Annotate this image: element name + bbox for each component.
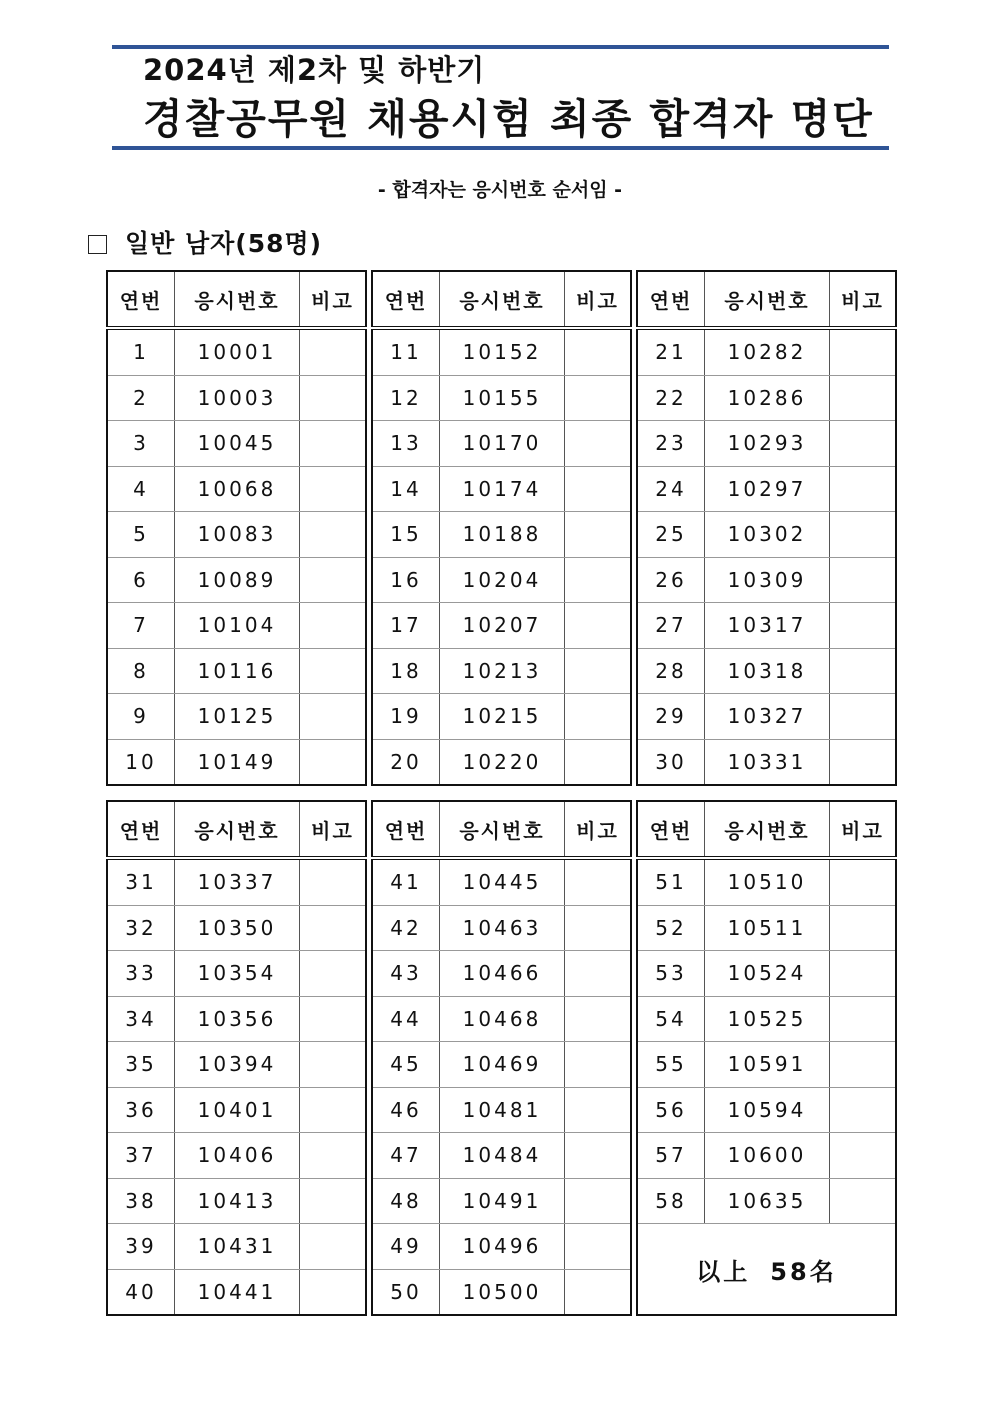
cell-remark bbox=[564, 421, 631, 467]
cell-exam-no: 10491 bbox=[440, 1178, 565, 1224]
cell-exam-no: 10215 bbox=[440, 694, 565, 740]
cell-remark bbox=[829, 951, 896, 997]
cell-exam-no: 10356 bbox=[175, 996, 300, 1042]
cell-seq: 35 bbox=[107, 1042, 175, 1088]
table-row bbox=[107, 694, 366, 740]
table-header-row bbox=[637, 271, 896, 328]
table-row bbox=[107, 858, 366, 905]
cell-seq: 54 bbox=[637, 996, 705, 1042]
cell-exam-no: 10594 bbox=[705, 1087, 830, 1133]
table-row bbox=[372, 648, 631, 694]
cell-exam-no: 10466 bbox=[440, 951, 565, 997]
cell-seq: 21 bbox=[637, 328, 705, 375]
cell-remark bbox=[564, 1224, 631, 1270]
cell-seq: 44 bbox=[372, 996, 440, 1042]
cell-exam-no: 10406 bbox=[175, 1133, 300, 1179]
table-row bbox=[107, 1087, 366, 1133]
table-row bbox=[637, 375, 896, 421]
cell-remark bbox=[564, 1269, 631, 1315]
cell-remark bbox=[299, 375, 366, 421]
cell-seq: 5 bbox=[107, 512, 175, 558]
table-header-row bbox=[637, 801, 896, 858]
cell-remark bbox=[564, 1178, 631, 1224]
table-row bbox=[107, 996, 366, 1042]
cell-exam-no: 10104 bbox=[175, 603, 300, 649]
cell-remark bbox=[564, 996, 631, 1042]
cell-exam-no: 10220 bbox=[440, 739, 565, 785]
cell-seq: 32 bbox=[107, 905, 175, 951]
cell-remark bbox=[299, 512, 366, 558]
cell-exam-no: 10524 bbox=[705, 951, 830, 997]
cell-exam-no: 10468 bbox=[440, 996, 565, 1042]
table-row bbox=[372, 1224, 631, 1270]
table-row bbox=[107, 603, 366, 649]
table-row bbox=[372, 996, 631, 1042]
header-remark: 비고 bbox=[564, 271, 631, 328]
cell-remark bbox=[829, 858, 896, 905]
cell-exam-no: 10600 bbox=[705, 1133, 830, 1179]
table-row bbox=[107, 375, 366, 421]
cell-exam-no: 10591 bbox=[705, 1042, 830, 1088]
cell-seq: 46 bbox=[372, 1087, 440, 1133]
table-row bbox=[637, 603, 896, 649]
cell-seq: 43 bbox=[372, 951, 440, 997]
cell-remark bbox=[564, 648, 631, 694]
table-row bbox=[107, 512, 366, 558]
cell-remark bbox=[564, 905, 631, 951]
table-row bbox=[107, 1224, 366, 1270]
cell-exam-no: 10327 bbox=[705, 694, 830, 740]
table-row-group-2 bbox=[106, 800, 897, 1316]
header-remark: 비고 bbox=[299, 271, 366, 328]
result-table-4 bbox=[106, 800, 367, 1316]
cell-remark bbox=[564, 1087, 631, 1133]
table-row bbox=[107, 1042, 366, 1088]
cell-exam-no: 10441 bbox=[175, 1269, 300, 1315]
cell-remark bbox=[299, 1178, 366, 1224]
cell-seq: 8 bbox=[107, 648, 175, 694]
table-row bbox=[107, 557, 366, 603]
title-bottom-rule bbox=[112, 146, 889, 150]
cell-remark bbox=[564, 603, 631, 649]
cell-seq: 25 bbox=[637, 512, 705, 558]
cell-remark bbox=[829, 1178, 896, 1224]
cell-seq: 23 bbox=[637, 421, 705, 467]
cell-exam-no: 10510 bbox=[705, 858, 830, 905]
table-row bbox=[637, 328, 896, 375]
table-row bbox=[637, 557, 896, 603]
cell-exam-no: 10125 bbox=[175, 694, 300, 740]
table-row bbox=[107, 739, 366, 785]
cell-remark bbox=[299, 694, 366, 740]
result-table-3 bbox=[636, 270, 897, 786]
cell-seq: 42 bbox=[372, 905, 440, 951]
cell-remark bbox=[564, 557, 631, 603]
table-row bbox=[372, 603, 631, 649]
table-row bbox=[372, 905, 631, 951]
cell-remark bbox=[564, 328, 631, 375]
cell-seq: 48 bbox=[372, 1178, 440, 1224]
header-exam-no: 응시번호 bbox=[175, 271, 300, 328]
cell-remark bbox=[299, 1224, 366, 1270]
table-row bbox=[107, 1133, 366, 1179]
cell-remark bbox=[829, 328, 896, 375]
cell-seq: 56 bbox=[637, 1087, 705, 1133]
page-title: 경찰공무원 채용시험 최종 합격자 명단 bbox=[143, 95, 874, 143]
cell-exam-no: 10525 bbox=[705, 996, 830, 1042]
table-row bbox=[107, 466, 366, 512]
total-count: 58名 bbox=[770, 1257, 837, 1286]
cell-remark bbox=[829, 421, 896, 467]
table-row bbox=[372, 1178, 631, 1224]
cell-exam-no: 10413 bbox=[175, 1178, 300, 1224]
header-exam-no: 응시번호 bbox=[705, 271, 830, 328]
cell-remark bbox=[299, 996, 366, 1042]
cell-remark bbox=[299, 1269, 366, 1315]
cell-seq: 31 bbox=[107, 858, 175, 905]
table-row bbox=[372, 694, 631, 740]
table-row bbox=[372, 512, 631, 558]
cell-remark bbox=[829, 739, 896, 785]
cell-remark bbox=[829, 1087, 896, 1133]
cell-remark bbox=[299, 1133, 366, 1179]
cell-exam-no: 10282 bbox=[705, 328, 830, 375]
cell-seq: 52 bbox=[637, 905, 705, 951]
cell-seq: 15 bbox=[372, 512, 440, 558]
table-row bbox=[107, 1178, 366, 1224]
cell-seq: 29 bbox=[637, 694, 705, 740]
cell-seq: 38 bbox=[107, 1178, 175, 1224]
table-row bbox=[372, 1087, 631, 1133]
table-row bbox=[372, 739, 631, 785]
cell-exam-no: 10068 bbox=[175, 466, 300, 512]
table-row bbox=[637, 858, 896, 905]
table-row bbox=[107, 421, 366, 467]
cell-seq: 53 bbox=[637, 951, 705, 997]
header-remark: 비고 bbox=[829, 801, 896, 858]
cell-remark bbox=[299, 328, 366, 375]
cell-seq: 50 bbox=[372, 1269, 440, 1315]
cell-remark bbox=[564, 694, 631, 740]
title-line-1: 2024년 제2차 및 하반기 bbox=[143, 53, 486, 87]
cell-exam-no: 10309 bbox=[705, 557, 830, 603]
table-row bbox=[637, 1133, 896, 1179]
cell-seq: 17 bbox=[372, 603, 440, 649]
cell-exam-no: 10170 bbox=[440, 421, 565, 467]
cell-remark bbox=[829, 603, 896, 649]
cell-remark bbox=[829, 1042, 896, 1088]
cell-exam-no: 10286 bbox=[705, 375, 830, 421]
result-table-2 bbox=[371, 270, 632, 786]
cell-seq: 45 bbox=[372, 1042, 440, 1088]
total-prefix: 以上 bbox=[696, 1257, 751, 1286]
result-table-1 bbox=[106, 270, 367, 786]
cell-remark bbox=[829, 648, 896, 694]
cell-exam-no: 10003 bbox=[175, 375, 300, 421]
cell-remark bbox=[829, 466, 896, 512]
table-row bbox=[372, 375, 631, 421]
table-row bbox=[637, 466, 896, 512]
cell-exam-no: 10188 bbox=[440, 512, 565, 558]
header-seq: 연번 bbox=[107, 801, 175, 858]
cell-seq: 39 bbox=[107, 1224, 175, 1270]
table-row bbox=[372, 466, 631, 512]
cell-seq: 12 bbox=[372, 375, 440, 421]
section-label: 일반 남자(58명) bbox=[125, 229, 323, 258]
cell-seq: 37 bbox=[107, 1133, 175, 1179]
cell-exam-no: 10302 bbox=[705, 512, 830, 558]
cell-remark bbox=[299, 858, 366, 905]
table-row bbox=[637, 739, 896, 785]
header-seq: 연번 bbox=[372, 801, 440, 858]
cell-seq: 40 bbox=[107, 1269, 175, 1315]
cell-exam-no: 10001 bbox=[175, 328, 300, 375]
cell-seq: 57 bbox=[637, 1133, 705, 1179]
table-header-row bbox=[107, 271, 366, 328]
table-row bbox=[637, 694, 896, 740]
checkbox-icon bbox=[88, 235, 107, 254]
cell-exam-no: 10204 bbox=[440, 557, 565, 603]
cell-exam-no: 10045 bbox=[175, 421, 300, 467]
cell-seq: 16 bbox=[372, 557, 440, 603]
cell-exam-no: 10394 bbox=[175, 1042, 300, 1088]
cell-seq: 9 bbox=[107, 694, 175, 740]
cell-remark bbox=[564, 1042, 631, 1088]
cell-exam-no: 10317 bbox=[705, 603, 830, 649]
cell-seq: 41 bbox=[372, 858, 440, 905]
cell-seq: 28 bbox=[637, 648, 705, 694]
table-row bbox=[637, 512, 896, 558]
cell-remark bbox=[299, 1042, 366, 1088]
cell-exam-no: 10174 bbox=[440, 466, 565, 512]
cell-remark bbox=[829, 512, 896, 558]
cell-seq: 10 bbox=[107, 739, 175, 785]
cell-exam-no: 10350 bbox=[175, 905, 300, 951]
result-table-6 bbox=[636, 800, 897, 1316]
cell-remark bbox=[829, 1133, 896, 1179]
cell-remark bbox=[299, 603, 366, 649]
table-row bbox=[372, 328, 631, 375]
table-header-row bbox=[107, 801, 366, 858]
table-header-row bbox=[372, 801, 631, 858]
cell-seq: 6 bbox=[107, 557, 175, 603]
cell-exam-no: 10635 bbox=[705, 1178, 830, 1224]
cell-seq: 58 bbox=[637, 1178, 705, 1224]
cell-exam-no: 10213 bbox=[440, 648, 565, 694]
table-row bbox=[107, 905, 366, 951]
cell-exam-no: 10354 bbox=[175, 951, 300, 997]
table-row bbox=[372, 1269, 631, 1315]
cell-exam-no: 10149 bbox=[175, 739, 300, 785]
cell-seq: 27 bbox=[637, 603, 705, 649]
cell-remark bbox=[299, 905, 366, 951]
cell-seq: 30 bbox=[637, 739, 705, 785]
cell-exam-no: 10116 bbox=[175, 648, 300, 694]
cell-seq: 47 bbox=[372, 1133, 440, 1179]
header-remark: 비고 bbox=[564, 801, 631, 858]
cell-exam-no: 10481 bbox=[440, 1087, 565, 1133]
cell-remark bbox=[564, 1133, 631, 1179]
cell-exam-no: 10152 bbox=[440, 328, 565, 375]
cell-seq: 55 bbox=[637, 1042, 705, 1088]
table-header-row bbox=[372, 271, 631, 328]
cell-seq: 51 bbox=[637, 858, 705, 905]
cell-exam-no: 10083 bbox=[175, 512, 300, 558]
cell-remark bbox=[564, 466, 631, 512]
header-seq: 연번 bbox=[637, 271, 705, 328]
cell-exam-no: 10318 bbox=[705, 648, 830, 694]
cell-seq: 36 bbox=[107, 1087, 175, 1133]
result-table-5 bbox=[371, 800, 632, 1316]
cell-remark bbox=[829, 996, 896, 1042]
cell-seq: 11 bbox=[372, 328, 440, 375]
header-exam-no: 응시번호 bbox=[175, 801, 300, 858]
table-row bbox=[372, 557, 631, 603]
cell-exam-no: 10463 bbox=[440, 905, 565, 951]
header-remark: 비고 bbox=[299, 801, 366, 858]
subtitle-note: - 합격자는 응시번호 순서임 - bbox=[377, 179, 623, 201]
cell-remark bbox=[299, 466, 366, 512]
table-row bbox=[107, 648, 366, 694]
header-seq: 연번 bbox=[637, 801, 705, 858]
cell-seq: 13 bbox=[372, 421, 440, 467]
cell-remark bbox=[829, 694, 896, 740]
total-summary bbox=[637, 1224, 896, 1316]
cell-seq: 7 bbox=[107, 603, 175, 649]
cell-remark bbox=[299, 951, 366, 997]
cell-remark bbox=[299, 648, 366, 694]
cell-remark bbox=[564, 375, 631, 421]
table-row bbox=[637, 951, 896, 997]
cell-exam-no: 10484 bbox=[440, 1133, 565, 1179]
cell-exam-no: 10500 bbox=[440, 1269, 565, 1315]
table-row bbox=[637, 1178, 896, 1224]
table-row bbox=[107, 1269, 366, 1315]
cell-seq: 14 bbox=[372, 466, 440, 512]
table-row bbox=[107, 951, 366, 997]
header-exam-no: 응시번호 bbox=[440, 801, 565, 858]
table-row bbox=[372, 951, 631, 997]
cell-exam-no: 10511 bbox=[705, 905, 830, 951]
table-row bbox=[637, 1087, 896, 1133]
cell-remark bbox=[299, 421, 366, 467]
cell-exam-no: 10469 bbox=[440, 1042, 565, 1088]
cell-seq: 24 bbox=[637, 466, 705, 512]
cell-seq: 34 bbox=[107, 996, 175, 1042]
title-top-rule bbox=[112, 45, 889, 49]
cell-exam-no: 10445 bbox=[440, 858, 565, 905]
table-row bbox=[372, 421, 631, 467]
cell-seq: 3 bbox=[107, 421, 175, 467]
cell-remark bbox=[299, 1087, 366, 1133]
header-seq: 연번 bbox=[372, 271, 440, 328]
cell-seq: 4 bbox=[107, 466, 175, 512]
table-row bbox=[637, 1042, 896, 1088]
cell-remark bbox=[564, 512, 631, 558]
cell-exam-no: 10496 bbox=[440, 1224, 565, 1270]
cell-remark bbox=[564, 858, 631, 905]
header-exam-no: 응시번호 bbox=[440, 271, 565, 328]
table-row bbox=[637, 996, 896, 1042]
header-seq: 연번 bbox=[107, 271, 175, 328]
cell-remark bbox=[299, 739, 366, 785]
cell-seq: 22 bbox=[637, 375, 705, 421]
cell-seq: 18 bbox=[372, 648, 440, 694]
table-row bbox=[372, 1042, 631, 1088]
cell-exam-no: 10207 bbox=[440, 603, 565, 649]
cell-seq: 20 bbox=[372, 739, 440, 785]
cell-seq: 19 bbox=[372, 694, 440, 740]
table-row bbox=[637, 648, 896, 694]
section-heading bbox=[88, 226, 322, 262]
cell-remark bbox=[564, 951, 631, 997]
cell-exam-no: 10293 bbox=[705, 421, 830, 467]
cell-remark bbox=[829, 557, 896, 603]
table-row-group-1 bbox=[106, 270, 897, 786]
cell-seq: 33 bbox=[107, 951, 175, 997]
cell-seq: 2 bbox=[107, 375, 175, 421]
cell-remark bbox=[299, 557, 366, 603]
table-row bbox=[637, 421, 896, 467]
cell-exam-no: 10155 bbox=[440, 375, 565, 421]
table-row bbox=[372, 858, 631, 905]
table-row bbox=[372, 1133, 631, 1179]
cell-seq: 1 bbox=[107, 328, 175, 375]
table-row bbox=[107, 328, 366, 375]
cell-exam-no: 10331 bbox=[705, 739, 830, 785]
cell-exam-no: 10089 bbox=[175, 557, 300, 603]
cell-remark bbox=[564, 739, 631, 785]
cell-exam-no: 10297 bbox=[705, 466, 830, 512]
cell-exam-no: 10337 bbox=[175, 858, 300, 905]
cell-remark bbox=[829, 375, 896, 421]
header-exam-no: 응시번호 bbox=[705, 801, 830, 858]
cell-exam-no: 10431 bbox=[175, 1224, 300, 1270]
cell-seq: 26 bbox=[637, 557, 705, 603]
cell-exam-no: 10401 bbox=[175, 1087, 300, 1133]
cell-seq: 49 bbox=[372, 1224, 440, 1270]
cell-remark bbox=[829, 905, 896, 951]
table-row bbox=[637, 905, 896, 951]
header-remark: 비고 bbox=[829, 271, 896, 328]
